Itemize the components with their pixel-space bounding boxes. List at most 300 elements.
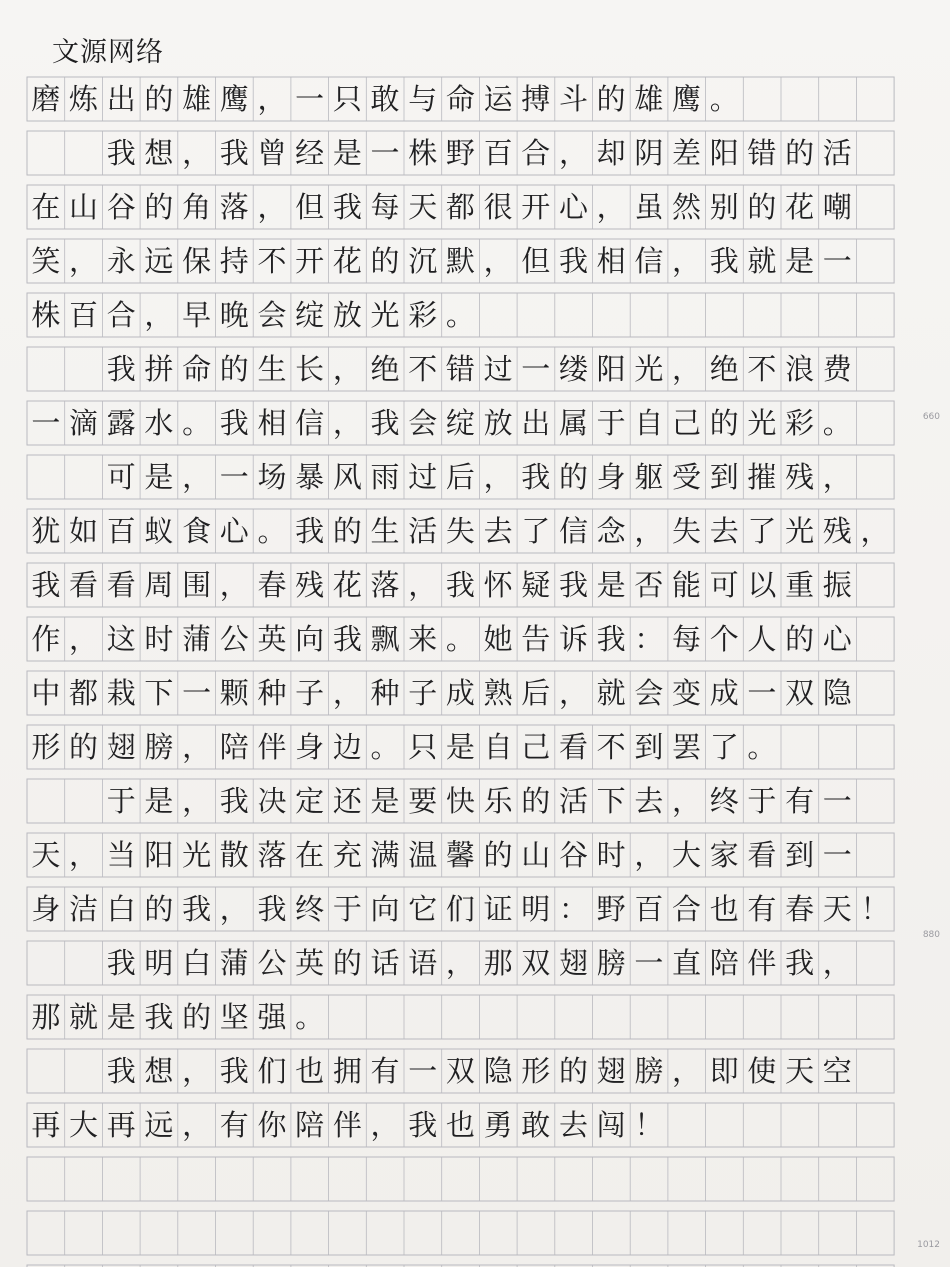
character-cell: 使 [747,1053,777,1088]
header-note: 文源网络 [52,37,164,68]
character-cell: 不 [408,351,438,386]
character-cell: 一 [822,243,852,278]
character-cell: 证 [483,891,513,926]
character-cell: 花 [332,243,362,278]
character-cell: 要 [408,783,438,818]
character-cell: 开 [295,243,325,278]
character-cell: 双 [521,945,551,980]
essay-line [27,563,856,607]
character-cell: 合 [106,297,136,332]
character-cell: 的 [747,189,777,224]
character-cell: ， [558,675,588,710]
character-cell: 种 [370,675,400,710]
character-cell: 过 [408,459,438,494]
character-cell: 阳 [709,135,739,170]
character-cell: 一 [408,1053,438,1088]
character-cell: 天 [31,837,61,872]
word-count-660: 660 [922,412,940,422]
character-cell: 坚 [219,999,249,1034]
character-cell: 语 [408,945,438,980]
character-cell: 隐 [822,675,852,710]
character-cell: 水 [144,405,174,440]
character-cell: 去 [558,1107,588,1142]
character-cell: 滴 [69,405,99,440]
character-cell: 绽 [295,297,325,332]
character-cell: 英 [295,945,325,980]
character-cell: 雨 [370,459,400,494]
character-cell: 以 [747,567,777,602]
character-cell: 不 [596,729,626,764]
character-cell: ， [332,675,362,710]
character-cell: 我 [106,1053,136,1088]
character-cell: 看 [106,567,136,602]
character-cell: 出 [521,405,551,440]
character-cell: 我 [709,243,739,278]
character-cell: ， [332,405,362,440]
character-cell: 了 [709,729,739,764]
character-cell: 经 [295,135,325,170]
character-cell: 蒲 [219,945,249,980]
character-cell: 但 [295,189,325,224]
character-cell: 到 [709,459,739,494]
character-cell: 会 [634,675,664,710]
character-cell: 百 [106,513,136,548]
character-cell: 鹰 [672,81,702,116]
character-cell: 定 [295,783,325,818]
character-cell: 场 [257,459,287,494]
character-cell: 去 [483,513,513,548]
character-cell: 信 [558,513,588,548]
essay-line [27,1049,856,1093]
character-cell: 一 [219,459,249,494]
character-cell: 风 [332,459,362,494]
character-cell: 于 [106,783,136,818]
character-cell: 明 [521,891,551,926]
character-cell: 一 [521,351,551,386]
essay-line [27,239,856,283]
character-cell: 一 [822,837,852,872]
character-cell: ， [257,81,287,116]
character-cell: 合 [521,135,551,170]
character-cell: 阳 [144,837,174,872]
character-cell: 翅 [106,729,136,764]
character-cell: ， [860,513,890,548]
character-cell: 是 [332,135,362,170]
character-cell: 只 [332,81,362,116]
character-cell: 。 [709,81,739,116]
character-cell: 膀 [144,729,174,764]
character-cell: 。 [182,405,212,440]
character-cell: ： [558,891,588,926]
character-cell: ， [822,945,852,980]
essay-line [27,77,743,121]
character-cell: ， [182,1107,212,1142]
character-cell: 告 [521,621,551,656]
character-cell: 生 [370,513,400,548]
character-cell: 光 [634,351,664,386]
character-cell: 每 [370,189,400,224]
character-cell: ， [370,1107,400,1142]
character-cell: 我 [332,189,362,224]
character-cell: 一 [747,675,777,710]
character-cell: 可 [709,567,739,602]
character-cell: 想 [144,135,174,170]
character-cell: 过 [483,351,513,386]
character-cell: 山 [521,837,551,872]
character-cell: 直 [672,945,702,980]
character-cell: 晚 [219,297,249,332]
character-cell: ， [822,459,852,494]
character-cell: 后 [521,675,551,710]
character-cell: 温 [408,837,438,872]
character-cell: 伴 [747,945,777,980]
character-cell: 残 [295,567,325,602]
character-cell: 我 [295,513,325,548]
character-cell: 永 [106,243,136,278]
character-cell: 天 [822,891,852,926]
character-cell: 在 [295,837,325,872]
character-cell: 膀 [634,1053,664,1088]
character-cell [27,347,65,391]
character-cell: 的 [709,405,739,440]
character-cell: 是 [596,567,626,602]
character-cell: 再 [106,1107,136,1142]
character-cell: 犹 [31,513,61,548]
character-cell: 我 [219,405,249,440]
character-cell: 即 [709,1053,739,1088]
character-cell: 念 [596,513,626,548]
character-cell [65,131,103,175]
character-cell: 的 [144,891,174,926]
essay-line [27,509,894,553]
character-cell: 的 [144,189,174,224]
essay-line [27,887,894,931]
character-cell: 看 [558,729,588,764]
character-cell: 命 [182,351,212,386]
character-cell [27,455,65,499]
essay-line [27,1103,668,1147]
character-cell: 。 [747,729,777,764]
character-cell: 角 [182,189,212,224]
character-cell: 的 [558,1053,588,1088]
character-cell: 嘲 [822,189,852,224]
character-cell: ， [672,243,702,278]
character-cell: 有 [785,783,815,818]
character-cell: 出 [106,81,136,116]
character-cell: 形 [521,1053,551,1088]
character-cell: 每 [672,621,702,656]
character-cell [27,1049,65,1093]
character-cell: 是 [370,783,400,818]
word-count-1012: 1012 [917,1240,940,1250]
character-cell: 我 [370,405,400,440]
character-cell: 否 [634,567,664,602]
character-cell: 费 [822,351,852,386]
character-cell: 信 [295,405,325,440]
character-cell: 很 [483,189,513,224]
character-cell: 天 [785,1053,815,1088]
character-cell: 陪 [219,729,249,764]
character-cell: 拥 [332,1053,362,1088]
character-cell: 我 [219,135,249,170]
character-cell: 当 [106,837,136,872]
character-cell: 如 [69,513,99,548]
character-cell: 充 [332,837,362,872]
character-cell: 公 [257,945,287,980]
character-cell: 野 [596,891,626,926]
character-cell: 山 [69,189,99,224]
character-cell: 也 [709,891,739,926]
character-cell: 都 [445,189,475,224]
character-cell: 振 [822,567,852,602]
character-cell: 重 [785,567,815,602]
character-cell: 膀 [596,945,626,980]
character-cell: 蚁 [144,513,174,548]
character-cell: 的 [370,243,400,278]
character-cell: 光 [182,837,212,872]
character-cell: 我 [106,135,136,170]
character-cell: 我 [785,945,815,980]
character-cell: 百 [483,135,513,170]
character-cell: 放 [332,297,362,332]
character-cell: 的 [483,837,513,872]
character-cell: 失 [445,513,475,548]
character-cell: 还 [332,783,362,818]
character-cell: 是 [106,999,136,1034]
character-cell: ， [69,837,99,872]
character-cell [27,131,65,175]
character-cell: 彩 [785,405,815,440]
character-cell: 远 [144,243,174,278]
character-cell: 绽 [445,405,475,440]
character-cell: 活 [408,513,438,548]
character-cell: ， [672,783,702,818]
character-cell: 有 [747,891,777,926]
character-cell: 形 [31,729,61,764]
character-cell: 却 [596,135,626,170]
character-cell: 一 [370,135,400,170]
character-cell: 阳 [596,351,626,386]
character-cell: 隐 [483,1053,513,1088]
character-cell: 鹰 [219,81,249,116]
character-cell [65,779,103,823]
character-cell: 家 [709,837,739,872]
character-cell: ， [219,891,249,926]
character-cell: 。 [370,729,400,764]
character-cell: ， [257,189,287,224]
character-cell: 周 [144,567,174,602]
character-cell: 一 [634,945,664,980]
character-cell: 长 [295,351,325,386]
character-cell: 会 [257,297,287,332]
character-cell: ： [634,621,664,656]
essay-line [27,941,856,985]
character-cell: 再 [31,1107,61,1142]
character-cell: 看 [747,837,777,872]
character-cell: 向 [370,891,400,926]
character-cell: 去 [709,513,739,548]
character-cell: 早 [182,297,212,332]
character-cell: 中 [31,675,61,710]
grid-row-box [27,1211,894,1255]
essay-line [27,779,856,823]
character-cell: 于 [332,891,362,926]
character-cell: 命 [445,81,475,116]
character-cell: 合 [672,891,702,926]
character-cell: 的 [144,81,174,116]
character-cell: 摧 [747,459,777,494]
character-cell: 雄 [634,81,664,116]
character-cell: 翅 [558,945,588,980]
character-cell: 放 [483,405,513,440]
character-cell: 们 [257,1053,287,1088]
character-cell: 光 [370,297,400,332]
character-cell: 远 [144,1107,174,1142]
character-cell: 信 [634,243,664,278]
character-cell: 。 [295,999,325,1034]
character-cell: 怀 [483,567,513,602]
character-cell: 一 [822,783,852,818]
character-cell: 的 [596,81,626,116]
character-cell: 失 [672,513,702,548]
character-cell: 错 [445,351,475,386]
character-cell: 个 [709,621,739,656]
word-count-880: 880 [922,930,940,940]
character-cell: 敢 [370,81,400,116]
character-cell: 自 [634,405,664,440]
character-cell: 快 [445,783,475,818]
character-cell: 馨 [445,837,475,872]
character-cell: 话 [370,945,400,980]
character-cell: 光 [785,513,815,548]
character-cell: 终 [295,891,325,926]
character-cell: 落 [257,837,287,872]
character-cell: 百 [634,891,664,926]
character-cell: 的 [332,513,362,548]
character-cell: 勇 [483,1107,513,1142]
character-cell: 我 [521,459,551,494]
character-cell: 虽 [634,189,664,224]
character-cell: 英 [257,621,287,656]
character-cell: 浪 [785,351,815,386]
character-cell: 阴 [634,135,664,170]
essay-line [27,995,329,1039]
essay-line [27,455,856,499]
character-cell: 也 [295,1053,325,1088]
character-cell: 的 [785,135,815,170]
character-cell [27,779,65,823]
character-cell: 我 [219,783,249,818]
character-cell: 心 [822,621,852,656]
character-cell: 大 [672,837,702,872]
character-cell: 的 [785,621,815,656]
character-cell: 活 [822,135,852,170]
character-cell: 闯 [596,1107,626,1142]
character-cell: 颗 [219,675,249,710]
character-cell: 洁 [69,891,99,926]
character-cell: 边 [332,729,362,764]
character-cell: 陪 [295,1107,325,1142]
character-cell: 露 [106,405,136,440]
character-cell [65,1049,103,1093]
character-cell: 围 [182,567,212,602]
character-cell: 我 [106,351,136,386]
essay-line [27,671,856,715]
character-cell: 。 [445,297,475,332]
character-cell: 是 [785,243,815,278]
character-cell: ， [69,243,99,278]
character-cell: 彩 [408,297,438,332]
character-cell: ， [182,729,212,764]
character-cell: 生 [257,351,287,386]
character-cell [65,455,103,499]
character-cell: 心 [219,513,249,548]
character-cell: 不 [747,351,777,386]
character-cell: 疑 [521,567,551,602]
character-cell: 株 [31,297,61,332]
character-cell: 成 [445,675,475,710]
character-cell: 我 [558,243,588,278]
character-cell: 散 [219,837,249,872]
character-cell: 公 [219,621,249,656]
character-cell: 谷 [558,837,588,872]
character-cell: 明 [144,945,174,980]
character-cell: 己 [521,729,551,764]
character-cell: 陪 [709,945,739,980]
character-cell: 有 [219,1107,249,1142]
character-cell: 就 [747,243,777,278]
character-cell: 我 [257,891,287,926]
essay-line [27,185,856,229]
character-cell: ， [596,189,626,224]
character-cell: ， [445,945,475,980]
character-cell: 在 [31,189,61,224]
character-cell: ！ [634,1107,664,1142]
character-cell: 。 [822,405,852,440]
character-cell: 时 [596,837,626,872]
character-cell: 伴 [257,729,287,764]
character-cell: 成 [709,675,739,710]
character-cell: 栽 [106,675,136,710]
character-cell: 作 [31,621,61,656]
character-cell: 沉 [408,243,438,278]
character-cell: 了 [521,513,551,548]
character-cell: 到 [634,729,664,764]
character-cell: 拼 [144,351,174,386]
character-cell: 错 [747,135,777,170]
grid-row-box [27,1157,894,1201]
character-cell: 白 [182,945,212,980]
character-cell: 身 [31,891,61,926]
character-cell: 乐 [483,783,513,818]
character-cell: 持 [219,243,249,278]
character-cell: 伴 [332,1107,362,1142]
character-cell: 百 [69,297,99,332]
character-cell: ， [69,621,99,656]
character-cell: 我 [144,999,174,1034]
character-cell: 躯 [634,459,664,494]
character-cell: 。 [445,621,475,656]
character-cell: 花 [785,189,815,224]
character-cell: ， [182,459,212,494]
character-cell: 于 [747,783,777,818]
character-cell: 决 [257,783,287,818]
character-cell: 了 [747,513,777,548]
character-cell: 那 [31,999,61,1034]
character-cell: 开 [521,189,551,224]
character-cell: 飘 [370,621,400,656]
character-cell: 人 [747,621,777,656]
